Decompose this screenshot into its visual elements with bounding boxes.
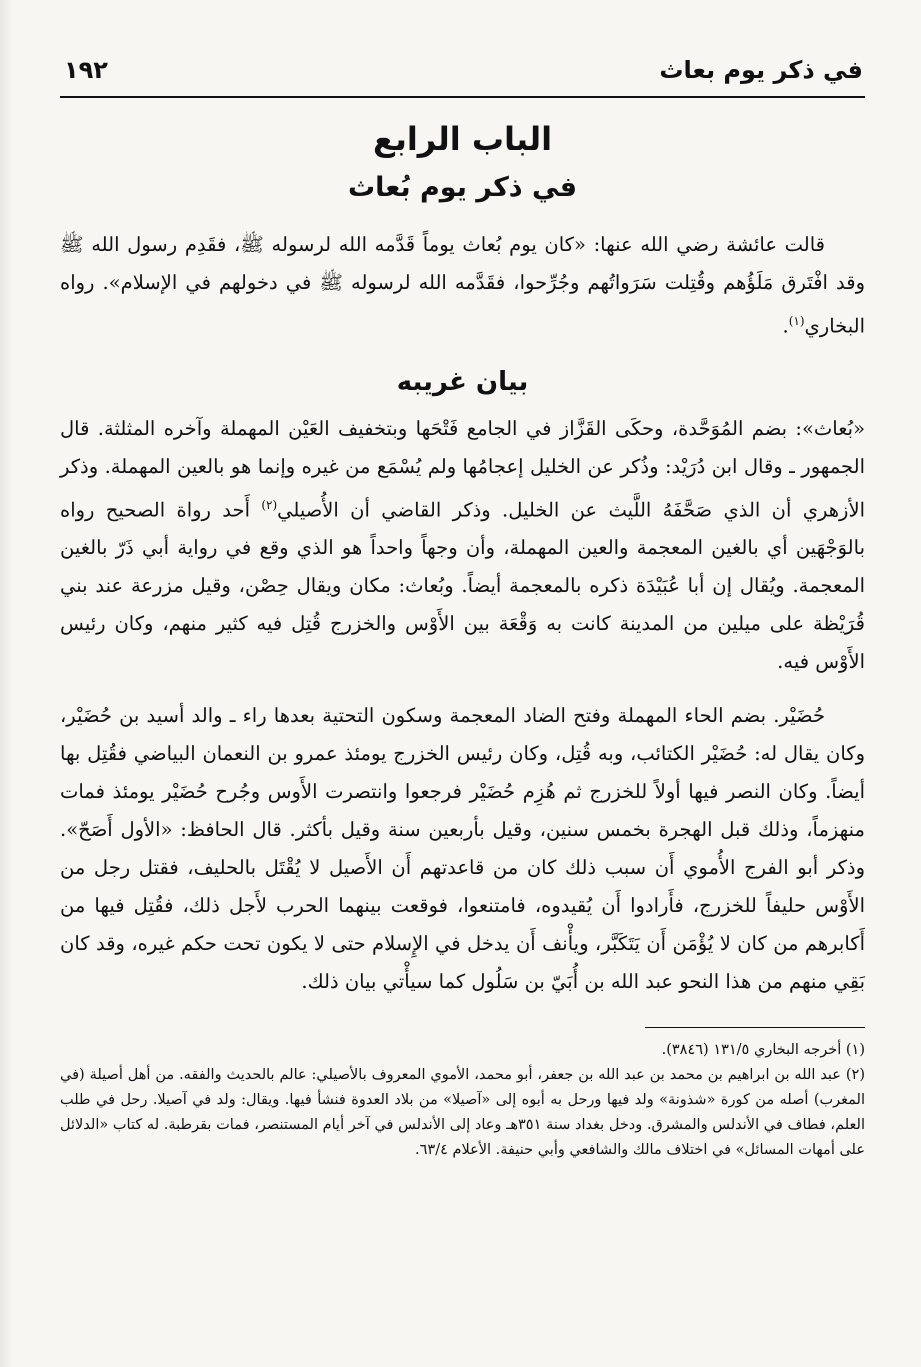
page-number: ١٩٢ bbox=[64, 56, 108, 84]
paragraph-hadith-text: قالت عائشة رضي الله عنها: «كان يوم بُعاث يوماً قَدَّمه الله لرسوله ﷺ، فقَدِم رسول الله ﷺ وقد افْتَرق مَلَؤُهم وقُتِلت سَرَواتُهم وجُرِّحوا، فقَدَّمه الله لرسوله ﷺ في دخولهم في الإسلام». رواه البخاري bbox=[60, 233, 865, 338]
chapter-title: الباب الرابع bbox=[372, 120, 553, 158]
paragraph-buath-text-a: «بُعاث»: بضم المُوَحَّدة، وحكَى القَزَّاز في الجامع فَتْحَها وبتخفيف العَيْن المهملة وآخره المثلثة. قال الجمهور ـ وقال ابن دُرَيْد: وذُكر عن الخليل إعجامُها ولم يُسْمَع من غيره وإنما هو بالعين المهملة. وذكر الأزهري أن الذي صَحَّفَهُ اللَّيث عن الخليل. وذكر القاضي أن الأُصيلي bbox=[60, 416, 865, 521]
paragraph-buath-text-b: أَحد رواة الصحيح رواه بالوَجْهَين أي بالغين المعجمة والعين المهملة، وأن وجهاً واحداً هو الذي وقع في رواية أبي ذَرّ بالغين المعجمة. ويُقال إن أبا عُبَيْدَة ذكره بالمعجمة أيضاً. وبُعاث: مكان ويقال حِصْن، وقيل مزرعة عند بني قُرَيْظة على ميلين من المدينة كانت به وَقْعَة بين الأَوْس والخزرج قُتِل فيه كثير منهم، وكان رئيس الأَوْس فيه. bbox=[60, 498, 865, 673]
footnote-divider bbox=[645, 1027, 865, 1028]
paragraph-hudayr: حُضَيْر. بضم الحاء المهملة وفتح الضاد المعجمة وسكون التحتية بعدها راء ـ والد أسيد بن حُضَيْر، وكان يقال له: حُضَيْر الكتائب، وبه قُتِل، وكان رئيس الخزرج يومئذ عمرو بن النعمان البياضي فقُتِل بها أيضاً. وكان النصر فيها أولاً للخزرج ثم هُزِم حُضَيْر فرجعوا وانتصرت الأَوس وجُرح حُضَيْر يومئذ فمات منهزماً، وذلك قبل الهجرة بخمس سنين، وقيل بأربعين سنة وقيل بأكثر. قال الحافظ: «الأول أَصَحّ». وذكر أبو الفرج الأُموي أَن سبب ذلك كان من قاعدتهم أَن الأَصيل لا يُقْتَل بالحليف، فقتل رجل من الأَوْس حليفاً للخزرج، فأَرادوا أَن يُقيدوه، فامتنعوا، فوقعت بينهما الحرب لأَجل ذلك، فقُتِل فيها من أَكابرهم من كان لا يُؤْمَن أَن يَتَكَبَّر، ويأْنف أَن يدخل في الإِسلام حتى لا يكون تحت حكم غيره، وقد كان بَقِي منهم من هذا النحو عبد الله بن أُبَيّ بن سَلُول كما سيأْتي بيان ذلك. bbox=[60, 704, 865, 993]
paragraph-buath bbox=[60, 410, 865, 682]
section-title: بيان غريبه bbox=[396, 366, 529, 397]
chapter-subtitle: في ذكر يوم بُعاث bbox=[347, 172, 578, 203]
page-header bbox=[60, 52, 865, 98]
footnote-2: (٢) عبد الله بن ابراهيم بن محمد بن عبد الله بن جعفر، أبو محمد، الأموي المعروف بالأصيلي: عالم بالحديث والفقه. من أهل أصيلة (في المغرب) أصله من كورة «شذونة» ولد فيها ورحل به أبوه إلى «آصيلا» من بلاد العدوة فنشأ فيها. ويقال: ولد في آصيلا. رحل في طلب العلم، فطاف في الأندلس والمشرق. ودخل بغداد سنة ٣٥١هـ وعاد إلى الأندلس في آخر أيام المستنصر، فمات بقرطبة. له كتاب «الدلائل على أمهات المسائل» في اختلاف مالك والشافعي وأبي حنيفة. الأعلام ٦٣/٤. bbox=[60, 1067, 865, 1158]
running-title: في ذكر يوم بعاث bbox=[659, 56, 863, 84]
paragraph-hadith-end: . bbox=[782, 314, 789, 338]
footnote-ref-1: (١) bbox=[788, 314, 805, 328]
footnote-1: (١) أخرجه البخاري ١٣١/٥ (٣٨٤٦). bbox=[661, 1042, 865, 1058]
scan-edge-shadow bbox=[0, 0, 14, 1367]
footnote-ref-2: (٢) bbox=[261, 497, 278, 512]
book-page bbox=[60, 52, 865, 1342]
paragraph-hadith bbox=[60, 226, 865, 346]
